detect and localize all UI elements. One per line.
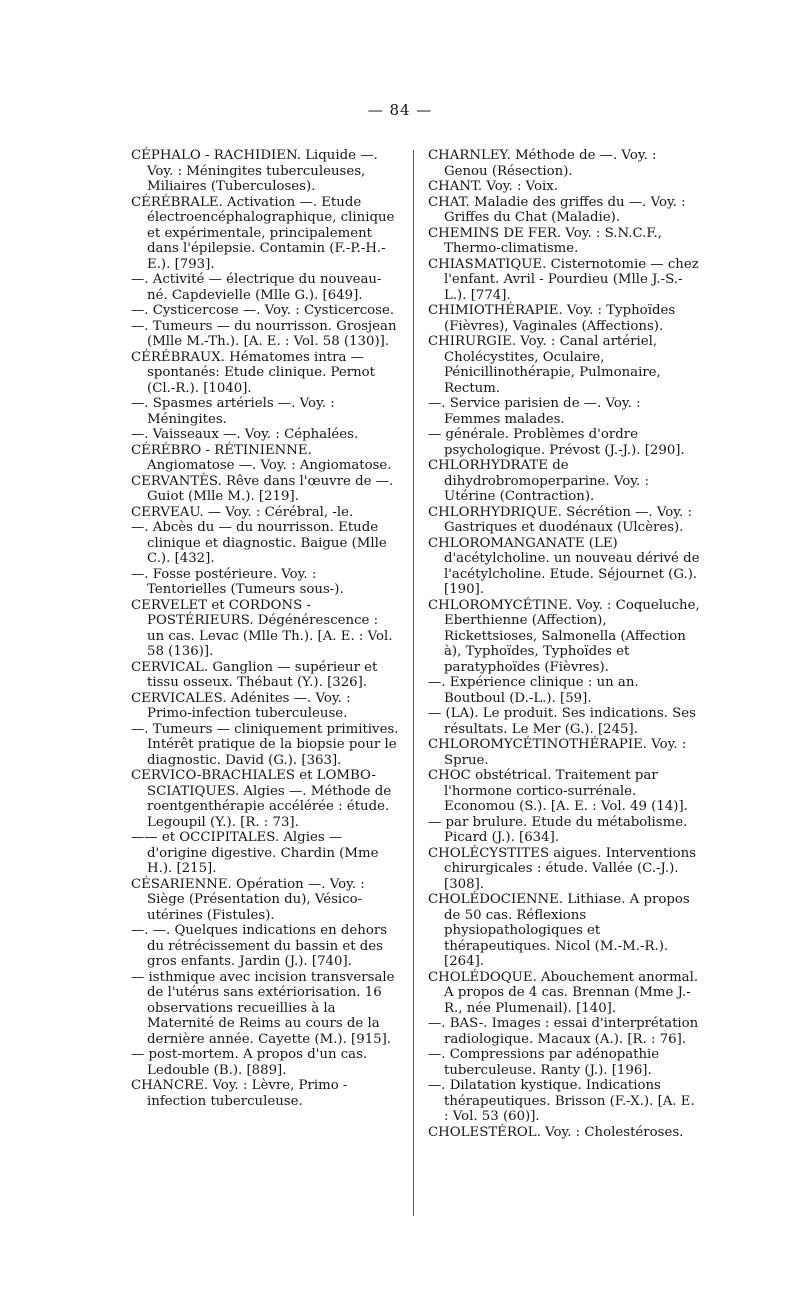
- left-column: [131, 148, 399, 1109]
- index-entry: CHOLESTÉROL. Voy. : Cholestéroses.: [428, 1124, 684, 1140]
- index-entry: —. Tumeurs — cliniquement primitives. Intérêt pratique de la biopsie pour le diagnostic. David (G.). [363].: [131, 721, 399, 768]
- index-entry: —. Activité — électrique du nouveau-né. Capdevielle (Mlle G.). [649].: [131, 272, 382, 303]
- index-entry: — (LA). Le produit. Ses indications. Ses résultats. Le Mer (G.). [245].: [428, 706, 696, 737]
- index-entry: CERVICO-BRACHIALES et LOMBO-SCIATIQUES. Algies —. Méthode de roentgenthérapie accélérée : étude. Legoupil (Y.). [R. : 73].: [131, 768, 392, 830]
- index-entry: — par brulure. Etude du métabolisme. Picard (J.). [634].: [428, 814, 688, 845]
- index-entry: CHANT. Voy. : Voix.: [428, 179, 559, 194]
- index-entry: CÉRÉBRAUX. Hématomes intra — spontanés: Etude clinique. Pernot (Cl.-R.). [1040].: [131, 349, 376, 396]
- index-entry: —. BAS-. Images : essai d'interprétation radiologique. Macaux (A.). [R. : 76].: [428, 1016, 699, 1047]
- index-entry: CHAT. Maladie des griffes du —. Voy. : Griffes du Chat (Maladie).: [428, 194, 686, 225]
- index-entry: — générale. Problèmes d'ordre psychologique. Prévost (J.-J.). [290].: [428, 427, 685, 458]
- index-entry: CHIRURGIE. Voy. : Canal artériel, Cholécystites, Oculaire, Pénicillinothérapie, Pulmonaire, Rectum.: [428, 334, 661, 396]
- right-column: [428, 148, 700, 1140]
- index-entry: CÉSARIENNE. Opération —. Voy. : Siège (Présentation du), Vésico-utérines (Fistules).: [131, 876, 365, 923]
- index-entry: CERVANTÈS. Rêve dans l'œuvre de —. Guiot (Mlle M.). [219].: [131, 473, 394, 504]
- index-entry: CHANCRE. Voy. : Lèvre, Primo - infection tuberculeuse.: [131, 1078, 348, 1109]
- index-entry: CHOLÉDOQUE. Abouchement anormal. A propos de 4 cas. Brennan (Mme J.-R., née Plumenail). [140].: [428, 969, 699, 1016]
- index-entry: —. Expérience clinique : un an. Boutboul (D.-L.). [59].: [428, 675, 639, 706]
- index-entry: CHLOROMANGANATE (LE) d'acétylcholine. un nouveau dérivé de l'acétylcholine. Etude. Séjournet (G.). [190].: [428, 535, 700, 597]
- index-entry: —. Vaisseaux —. Voy. : Céphalées.: [131, 427, 359, 442]
- index-entry: CHEMINS DE FER. Voy. : S.N.C.F., Thermo-climatisme.: [428, 225, 663, 256]
- index-entry: —. Dilatation kystique. Indications thérapeutiques. Brisson (F.-X.). [A. E. : Vol. 53 (60)].: [428, 1078, 695, 1124]
- index-entry: — isthmique avec incision transversale de l'utérus sans extériorisation. 16 observations recueillies à la Maternité de Reims au cours de la dernière année. Cayette (M.). [915].: [131, 969, 395, 1047]
- index-entry: CHLORHYDRATE de dihydrobromoperparine. Voy. : Utérine (Contraction).: [428, 458, 649, 504]
- index-entry: CHOLÉDOCIENNE. Lithiase. A propos de 50 cas. Réflexions physiopathologiques et thérapeutiques. Nicol (M.-M.-R.). [264].: [428, 892, 690, 969]
- index-entry: CHLORHYDRIQUE. Sécrétion —. Voy. : Gastriques et duodénaux (Ulcères).: [428, 504, 692, 535]
- index-entry: CHARNLEY. Méthode de —. Voy. : Genou (Résection).: [428, 148, 657, 179]
- index-entry: —. Cysticercose —. Voy. : Cysticercose.: [131, 303, 395, 318]
- index-entry: —. Service parisien de —. Voy. : Femmes malades.: [428, 396, 641, 427]
- page-number: — 84 —: [367, 101, 433, 119]
- index-entry: —. Spasmes artériels —. Voy. : Méningites.: [131, 396, 335, 427]
- index-entry: CHLOROMYCÉTINE. Voy. : Coqueluche, Eberthienne (Affection), Rickettsioses, Salmonella (Affection à), Typhoïdes, Typhoïdes et paratyphoïdes (Fièvres).: [428, 597, 700, 675]
- index-entry: CERVICALES. Adénites —. Voy. : Primo-infection tuberculeuse.: [131, 690, 351, 721]
- index-entry: — post-mortem. A propos d'un cas. Ledouble (B.). [889].: [131, 1047, 368, 1078]
- index-entry: CÉRÉBRALE. Activation —. Etude électroencéphalographique, clinique et expérimentale, principalement dans l'épilepsie. Contamin (F.-P.-H.-E.). [793].: [131, 194, 395, 272]
- index-entry: CHLOROMYCÉTINOTHÉRAPIE. Voy. : Sprue.: [428, 737, 687, 768]
- index-entry: CHIMIOTHÉRAPIE. Voy. : Typhoïdes (Fièvres), Vaginales (Affections).: [428, 303, 676, 334]
- index-entry: CERVEAU. — Voy. : Cérébral, -le.: [131, 504, 354, 520]
- index-entry: CHOLÉCYSTITES aigues. Interventions chirurgicales : étude. Vallée (C.-J.). [308].: [428, 845, 697, 892]
- column-divider: [413, 150, 414, 1216]
- index-entry: CERVELET et CORDONS - POSTÉRIEURS. Dégénérescence : un cas. Levac (Mlle Th.). [A. E. : Vol. 58 (136)].: [131, 597, 393, 659]
- index-entry: —. Tumeurs — du nourrisson. Grosjean (Mlle M.-Th.). [A. E. : Vol. 58 (130)].: [131, 318, 397, 349]
- index-entry: CHIASMATIQUE. Cisternotomie — chez l'enfant. Avril - Pourdieu (Mlle J.-S.-L.). [774].: [428, 256, 699, 303]
- index-entry: CHOC obstétrical. Traitement par l'hormone cortico-surrénale. Economou (S.). [A. E. : Vol. 49 (14)].: [428, 768, 688, 814]
- index-entry: —. Abcès du — du nourrisson. Etude clinique et diagnostic. Baigue (Mlle C.). [432].: [131, 520, 387, 566]
- index-entry: CERVICAL. Ganglion — supérieur et tissu osseux. Thébaut (Y.). [326].: [131, 659, 378, 690]
- index-entry: CÉRÉBRO - RÉTINIENNE. Angiomatose —. Voy. : Angiomatose.: [131, 442, 392, 473]
- index-entry: —. Fosse postérieure. Voy. : Tentorielles (Tumeurs sous-).: [131, 566, 344, 597]
- index-entry: —— et OCCIPITALES. Algies — d'origine digestive. Chardin (Mme H.). [215].: [131, 830, 379, 876]
- index-entry: —. —. Quelques indications en dehors du rétrécissement du bassin et des gros enfants. Jardin (J.). [740].: [131, 923, 388, 969]
- index-entry: —. Compressions par adénopathie tuberculeuse. Ranty (J.). [196].: [428, 1047, 660, 1078]
- index-entry: CÉPHALO - RACHIDIEN. Liquide —. Voy. : Méningites tuberculeuses, Miliaires (Tuberculoses).: [131, 148, 378, 194]
